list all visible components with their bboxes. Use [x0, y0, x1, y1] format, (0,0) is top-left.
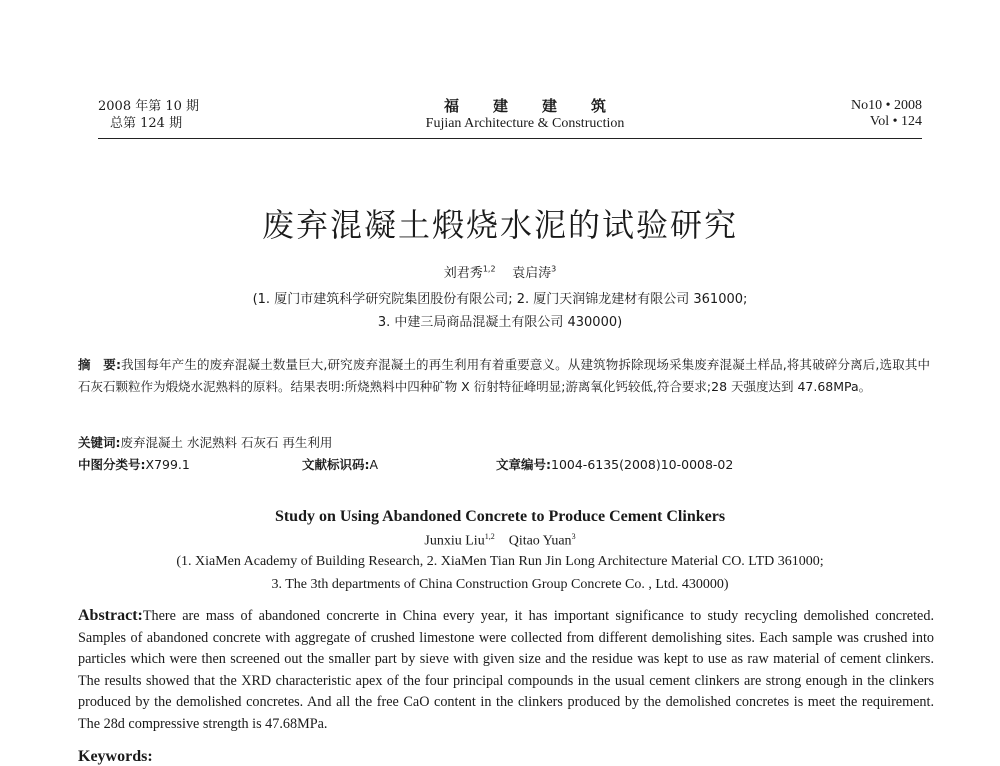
keywords-cn: [78, 432, 930, 454]
journal-name-en: Fujian Architecture & Construction: [425, 116, 625, 131]
keywords-en-label: Keywords:: [78, 748, 153, 765]
paper-title-en: Study on Using Abandoned Concrete to Produce Cement Clinkers: [274, 508, 726, 525]
abstract-en-text: There are mass of abandoned concrerte in China every year, it has important significance to study recycling demolished concreted. Samples of abandoned concrete with aggregate of crushed limestone were collected from different demolishing sites. Each sample was crushed into particles which were then screened out the smaller part by sieve with given size and the residue was kept to use as raw material of cement clinkers. The results showed that the XRD characteristic apex of the four principal compounds in the usual cement clinkers are strong enough in the clinkers produced by the demolished concretes. And all the free CaO content in the clinkers produced by the demolished concretes is meet the requirement. The 28d compressive strength is 47.68MPa.: [78, 608, 934, 732]
author-name: 刘君秀: [443, 266, 483, 281]
authors-cn: [0, 262, 1000, 281]
author-affiliation-mark: 1,2: [482, 264, 496, 274]
keywords-cn-text: 废弃混凝土 水泥熟料 石灰石 再生利用: [120, 435, 333, 450]
paper-title-cn: 废弃混凝土煅烧水泥的试验研究: [261, 206, 738, 244]
author-name: Qitao Yuan: [508, 533, 572, 549]
clc-number: 中图分类号:X799.1: [78, 457, 190, 472]
abstract-en: [78, 605, 934, 735]
abstract-cn: [78, 354, 930, 398]
keywords-cn-label: 关键词:: [78, 435, 121, 450]
journal-name-cn: 福建建筑: [443, 97, 640, 115]
affiliation-en-line-1: (1. XiaMen Academy of Building Research, 2. XiaMen Tian Run Jin Long Architecture Material CO. LTD 361000;: [176, 554, 824, 569]
abstract-cn-label: 摘 要:: [78, 357, 121, 372]
issue-number-en: No10 • 2008: [850, 98, 922, 113]
author-affiliation-mark: 1,2: [484, 532, 495, 541]
author-affiliation-mark: 3: [571, 532, 576, 541]
document-code: 文献标识码:A: [302, 457, 379, 472]
affiliation-cn-line-2: 3. 中建三局商品混凝土有限公司 430000): [377, 315, 623, 330]
article-number: 文章编号:1004-6135(2008)10-0008-02: [496, 457, 734, 472]
header-rule: [98, 138, 922, 139]
volume-number-en: Vol • 124: [869, 114, 922, 129]
journal-volume-info: [851, 98, 922, 130]
author-name: Junxiu Liu: [424, 533, 485, 549]
authors-en: [0, 532, 1000, 550]
affiliation-cn-line-1: (1. 厦门市建筑科学研究院集团股份有限公司; 2. 厦门天润锦龙建材有限公司 361000;: [252, 292, 748, 307]
journal-issue-info: [98, 98, 199, 132]
issue-total-number: 总第 124 期: [110, 116, 183, 131]
author-name: 袁启涛: [512, 266, 552, 281]
abstract-en-label: Abstract:: [78, 607, 143, 624]
abstract-cn-text: 我国每年产生的废弃混凝土数量巨大,研究废弃混凝土的再生利用有着重要意义。从建筑物拆除现场采集废弃混凝土样品,将其破碎分离后,选取其中石灰石颗粒作为煅烧水泥熟料的原料。结果表明:所烧熟料中四种矿物 X 衍射特征峰明显;游离氧化钙较低,符合要求;28 天强度达到 47.68MPa。: [78, 357, 930, 394]
affiliation-en-line-2: 3. The 3th departments of China Construction Group Concrete Co. , Ltd. 430000): [271, 577, 729, 592]
issue-year-number: 2008 年第 10 期: [98, 99, 200, 114]
author-affiliation-mark: 3: [551, 264, 557, 274]
journal-name: [380, 98, 670, 132]
